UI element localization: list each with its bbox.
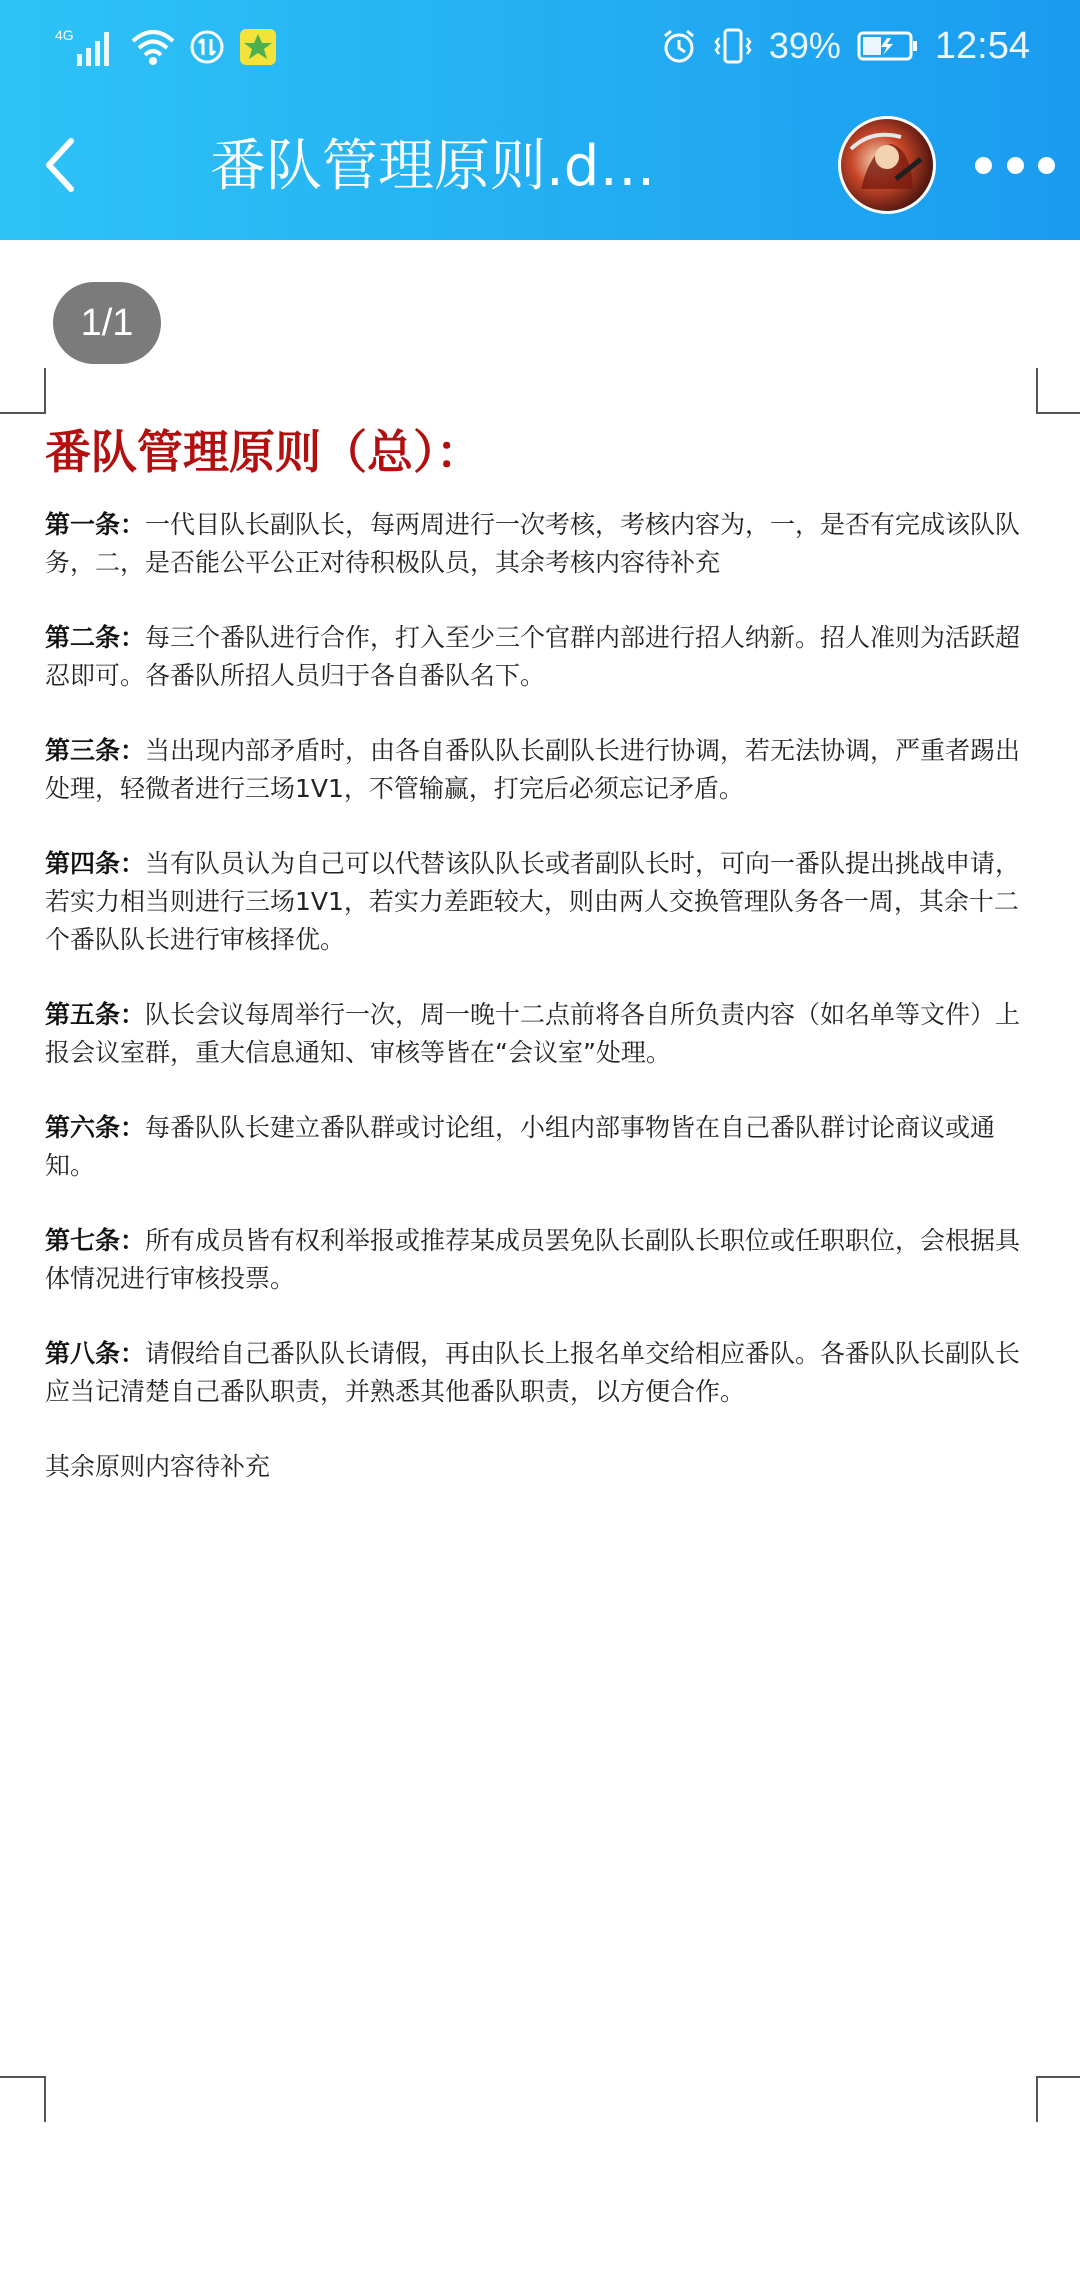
article-label: 第四条： — [45, 849, 146, 878]
status-right — [661, 20, 1030, 72]
vibrate-icon — [713, 26, 753, 66]
clock-time: 12:54 — [934, 24, 1030, 67]
footer-note: 其余原则内容待补充 — [45, 1452, 271, 1481]
page-corner-mark — [0, 2076, 46, 2122]
more-dot-icon — [1007, 157, 1024, 174]
article-paragraph — [45, 1335, 1035, 1411]
article-paragraph — [45, 1222, 1035, 1298]
status-left — [55, 22, 277, 72]
article-text: 每番队队长建立番队群或讨论组，小组内部事物皆在自己番队群讨论商议或通知。 — [45, 1113, 996, 1180]
article-paragraph — [45, 996, 1035, 1072]
article-text: 请假给自己番队队长请假，再由队长上报名单交给相应番队。各番队队长副队长应当记清楚自己番队职责，并熟悉其他番队职责，以方便合作。 — [45, 1339, 1021, 1406]
article-label: 第六条： — [45, 1113, 146, 1142]
article-label: 第一条： — [45, 510, 146, 539]
avatar[interactable] — [838, 116, 936, 214]
article-text: 所有成员皆有权利举报或推荐某成员罢免队长副队长职位或任职职位，会根据具体情况进行审核投票。 — [45, 1226, 1021, 1293]
more-dot-icon — [975, 157, 992, 174]
article-label: 第三条： — [45, 736, 146, 765]
battery-percent: 39% — [768, 25, 841, 66]
top-bar — [0, 0, 1080, 240]
article-text: 一代目队长副队长，每两周进行一次考核，考核内容为，一，是否有完成该队队务，二，是否能公平公正对待积极队员，其余考核内容待补充 — [45, 510, 1021, 577]
article-text: 每三个番队进行合作，打入至少三个官群内部进行招人纳新。招人准则为活跃超忍即可。各番队所招人员归于各自番队名下。 — [45, 623, 1021, 690]
back-button[interactable] — [14, 125, 104, 205]
alarm-clock-icon — [661, 28, 697, 64]
chevron-left-icon — [37, 135, 81, 195]
article-paragraph — [45, 845, 1035, 959]
wifi-icon — [131, 27, 175, 67]
article-paragraph — [45, 1109, 1035, 1185]
data-saver-icon — [189, 29, 225, 65]
network-type-label: 4G — [55, 27, 74, 43]
cellular-signal-icon — [55, 26, 117, 68]
article-text: 队长会议每周举行一次，周一晚十二点前将各自所负责内容（如名单等文件）上报会议室群，重大信息通知、审核等皆在“会议室”处理。 — [45, 1000, 1021, 1067]
page-corner-mark — [0, 368, 46, 414]
page-indicator: 1/1 — [53, 282, 161, 364]
navigation-bar — [0, 100, 1080, 240]
article-text: 当有队员认为自己可以代替该队队长或者副队长时，可向一番队提出挑战申请，若实力相当则进行三场1V1，若实力差距较大，则由两人交换管理队务各一周，其余十二个番队队长进行审核择优。 — [45, 849, 1021, 954]
article-label: 第二条： — [45, 623, 146, 652]
article-paragraph — [45, 506, 1035, 582]
article-text: 当出现内部矛盾时，由各自番队队长副队长进行协调，若无法协调，严重者踢出处理，轻微者进行三场1V1，不管输赢，打完后必须忘记矛盾。 — [45, 736, 1021, 803]
battery-charging-icon — [857, 30, 919, 62]
page-corner-mark — [1036, 2076, 1080, 2122]
document-title: 番队管理原则.d… — [210, 134, 656, 199]
article-label: 第五条： — [45, 1000, 146, 1029]
status-bar — [0, 0, 1080, 92]
app-notification-icon — [239, 28, 277, 66]
article-label: 第七条： — [45, 1226, 146, 1255]
article-paragraph — [45, 619, 1035, 695]
doc-heading: 番队管理原则（总）： — [45, 425, 482, 479]
more-dot-icon — [1038, 157, 1055, 174]
more-options-button[interactable] — [975, 145, 1055, 185]
document-body — [45, 420, 1035, 1486]
page-corner-mark — [1036, 368, 1080, 414]
article-label: 第八条： — [45, 1339, 146, 1368]
article-paragraph — [45, 732, 1035, 808]
